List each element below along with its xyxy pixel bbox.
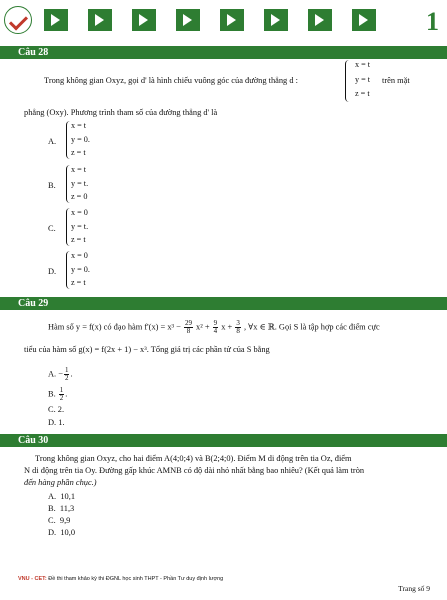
option-a-label[interactable]: A. (48, 137, 57, 146)
option-a[interactable]: A. − $\frac{1}{2}$ . (48, 366, 73, 382)
question-29-header: Câu 29 (0, 297, 447, 310)
option-a[interactable]: A. 10,1 (48, 492, 75, 501)
chevron-right-icon (308, 9, 332, 31)
option-c-system: x = 0 y = t. z = t (71, 208, 89, 244)
q29-stem-line1: Hàm số y = f(x) có đạo hàm f'(x) = x³ − $\frac{29}{8}$ x² + $\frac{9}{4}$ x + $\frac{3}{8}$ , ∀x ∈ ℝ. Gọi S là tập hợp các điểm cực (48, 319, 380, 335)
option-b-label[interactable]: B. (48, 181, 56, 190)
option-c[interactable]: C. 9,9 (48, 516, 71, 525)
fraction: $\frac{29}{8}$ (184, 319, 192, 335)
chevron-right-icon (44, 9, 68, 31)
option-d[interactable]: D. 10,0 (48, 528, 75, 537)
q28-stem-line1: Trong không gian Oxyz, gọi d' là hình chiếu vuông góc của đường thẳng d : (44, 76, 298, 85)
page-header (0, 0, 447, 42)
option-b[interactable]: B. 11,3 (48, 504, 75, 513)
fraction: $\frac{9}{4}$ (213, 319, 218, 335)
option-c-label[interactable]: C. (48, 224, 56, 233)
q28-system: x = t y = t z = t (355, 60, 371, 98)
fraction: $\frac{1}{2}$ (64, 366, 69, 382)
chevron-right-icon (132, 9, 156, 31)
chevron-right-icon (352, 9, 376, 31)
option-d-label[interactable]: D. (48, 267, 57, 276)
question-28-header: Câu 28 (0, 46, 447, 59)
logo-icon (4, 6, 32, 34)
option-d-system: x = 0 y = 0. z = t (71, 251, 90, 287)
fraction: $\frac{3}{8}$ (236, 319, 240, 335)
footer-text: VNU - CET: Đề thi tham khảo kỳ thi ĐGNL học sinh THPT - Phần Tư duy định lượng (18, 576, 224, 582)
page-footer-number: Trang số 9 (398, 584, 430, 593)
chevron-right-icon (220, 9, 244, 31)
q30-stem-line1: Trong không gian Oxyz, cho hai điểm A(4;0;4) và B(2;4;0). Điểm M di động trên tia Oz, điểm (35, 454, 352, 463)
fraction: $\frac{1}{2}$ (59, 386, 64, 402)
option-b[interactable]: B. $\frac{1}{2}$ . (48, 386, 68, 402)
chevron-right-icon (264, 9, 288, 31)
q30-stem-line3: đến hàng phần chục.) (24, 478, 97, 487)
option-b-system: x = t y = t. z = 0 (71, 165, 89, 201)
question-30-header: Câu 30 (0, 434, 447, 447)
q29-stem-line2: tiểu của hàm số g(x) = f(2x + 1) − x³. Tổng giá trị các phần tử của S bằng (24, 345, 270, 354)
option-c[interactable]: C. 2. (48, 405, 65, 414)
q30-stem-line2: N di động trên tia Oy. Đường gấp khúc AMNB có độ dài nhỏ nhất bằng bao nhiêu? (Kết quả làm tròn (24, 466, 365, 475)
q28-stem-line2: phẳng (Oxy). Phương trình tham số của đường thẳng d' là (24, 108, 218, 117)
option-d[interactable]: D. 1. (48, 418, 65, 427)
system-brace (345, 60, 351, 102)
option-a-system: x = t y = 0. z = t (71, 121, 90, 157)
chevron-right-icon (88, 9, 112, 31)
page-number: 1 (426, 7, 439, 36)
chevron-right-icon (176, 9, 200, 31)
